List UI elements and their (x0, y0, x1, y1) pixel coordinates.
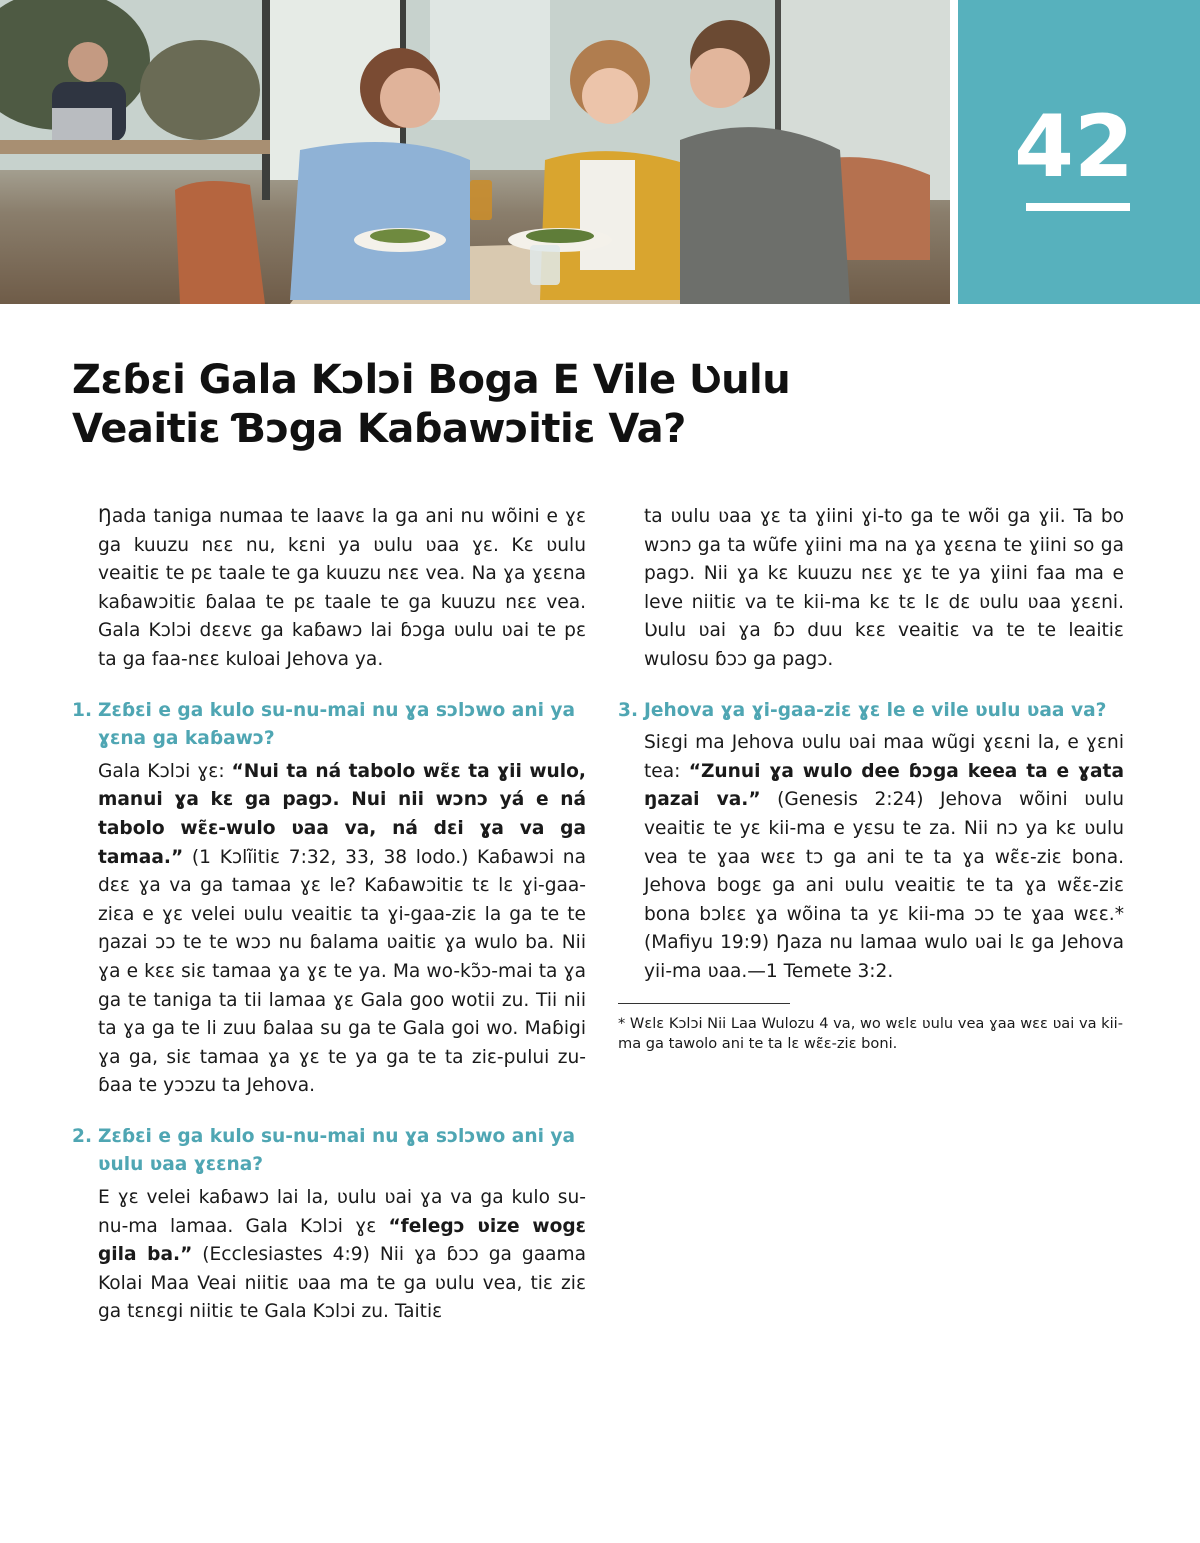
section-3-quote: “Zunui ɣa wulo dee ɓɔga keea ta e ɣata ŋazai va.” (644, 760, 1124, 811)
section-1-question-text: Zɛɓɛi e ga kulo su-nu-mai nu ɣa sɔlɔwo ani ya ɣɛna ga kaɓawɔ? (98, 699, 576, 750)
section-2-paragraph-continued: ta ʋulu ʋaa ɣɛ ta ɣiini ɣi-to ga te wõi ga ɣii. Ta bo wɔnɔ ga ta wũfe ɣiini ma na ɣa ɣɛɛna te ɣiini so ga pagɔ. Nii ɣa kɛ kuuzu nɛɛ ɣɛ te ya ɣiini faa ma e leve niitiɛ va te kii-ma kɛ tɛ lɛ dɛ ʋulu ʋaa ɣɛɛni. Ʋulu ʋai ɣa ɓɔ duu kɛɛ veaitiɛ va te te leaitiɛ wulosu ɓɔɔ ga pagɔ. (644, 506, 1124, 670)
section-2-text-after: (Ecclesiastes 4:9) Nii ɣa ɓɔɔ ga gaama Kolai Maa Veai niitiɛ ʋaa ma te ga ʋulu vea, tiɛ ziɛ ga tɛnɛgi niitiɛ te Gala Kɔlɔi zu. Taitiɛ (98, 1244, 586, 1323)
section-3-text-after: (Genesis 2:24) Jehova wõini ʋulu veaitiɛ te yɛ kii-ma e yɛsu te za. Nii nɔ ya kɛ ʋulu vea te ɣaa wɛɛ tɔ ga ani te ta ɣa wɛ̃ɛ-ziɛ bona. Jehova bogɛ ga ani ʋulu veaitiɛ te ta ɣa wɛ̃ɛ-ziɛ bona bɔlɛɛ ɣa wõina ta yɛ kii-ma ɔɔ te ɣaa wɛɛ.* (Mafiyu 19:9) Ŋaza nu lamaa wulo ʋai lɛ ga Jehova yii-ma ʋaa.—1 Temete 3:2. (644, 789, 1125, 982)
lesson-number-panel (958, 0, 1200, 304)
section-3-question-text: Jehova ɣa ɣi-gaa-ziɛ ɣɛ le e vile ʋulu ʋaa va? (644, 699, 1107, 721)
lesson-number-underline (1026, 203, 1130, 211)
section-2-question (72, 1123, 586, 1180)
section-2-quote: “felegɔ ʋize wogɛ gila ba.” (98, 1215, 587, 1266)
section-3-number: 3. (618, 699, 639, 721)
section-1-paragraph (98, 758, 586, 1101)
right-column (618, 503, 1124, 1054)
section-1-question (72, 697, 586, 754)
footnote-divider (618, 1003, 790, 1004)
page-title: Zɛɓɛi Gala Kɔlɔi Boga E Vile Ʋulu Veaitiɛ Ɓɔga Kaɓawɔitiɛ Va? (72, 357, 791, 452)
lesson-number: 42 (1014, 97, 1134, 197)
section-3-question (618, 697, 1124, 726)
section-1-quote: “Nui ta ná tabolo wɛ̃ɛ ta ɣii wulo, manui ɣa kɛ ga pagɔ. Nui nii wɔnɔ yá e ná tabolo wɛ̃ɛ-wulo ʋaa va, ná dɛi ɣa va ga tamaa.” (98, 760, 586, 868)
section-1-text-after: (1 Kɔlĩitiɛ 7:32, 33, 38 lodo.) Kaɓawɔi na dɛɛ ɣa va ga tamaa ɣɛ le? Kaɓawɔitiɛ tɛ lɛ ɣi-gaa-ziɛa e ɣɛ velei ʋulu veaitiɛ ta ɣi-gaa-ziɛ la ga te te ŋazai ɔɔ te te wɔɔ nu ɓalama ʋaitiɛ ɣa wulo ba. Nii ɣa e kɛɛ siɛ tamaa ɣa ɣɛ te ya. Ma wo-kɔ̃ɔ-mai ta ɣa ga te taniga ta tii lamaa ɣɛ Gala goo wotii zu. Tii nii ta ɣa ga te li zuu ɓalaa su ga te Gala goi wo. Maɓigi ɣa ga, siɛ tamaa ɣa ɣɛ te ya ga te ta ziɛ-pului zu-ɓaa te yɔɔzu ta Jehova. (98, 846, 586, 1097)
intro-paragraph: Ŋada taniga numaa te laavɛ la ga ani nu wõini e ɣɛ ga kuuzu nɛɛ nu, kɛni ya ʋulu ʋaa ɣɛ. Kɛ ʋulu veaitiɛ te pɛ taale te ga kuuzu nɛɛ vea. Na ɣa ɣɛɛna kaɓawɔitiɛ ɓalaa te pɛ taale te ga kuuzu nɛɛ vea. Gala Kɔlɔi dɛɛvɛ ga kaɓawɔ lai ɓɔga ʋulu ʋai te pɛ ta ga faa-nɛɛ kuloai Jehova ya. (98, 506, 586, 670)
section-3-text-before: Siɛgi ma Jehova ʋulu ʋai maa wũgi ɣɛɛni la, e ɣɛni tea: (644, 732, 1124, 782)
section-1-text-before: Gala Kɔlɔi ɣɛ: (98, 760, 232, 782)
cafe-scene-illustration (0, 0, 950, 304)
section-3-paragraph (644, 729, 1124, 986)
section-2-question-text: Zɛɓɛi e ga kulo su-nu-mai nu ɣa sɔlɔwo ani ya ʋulu ʋaa ɣɛɛna? (98, 1125, 576, 1176)
section-2-text-before: E ɣɛ velei kaɓawɔ lai la, ʋulu ʋai ɣa va ga kulo su-nu-ma lamaa. Gala Kɔlɔi ɣɛ (98, 1187, 586, 1237)
footnote: * Wɛlɛ Kɔlɔi Nii Laa Wulozu 4 va, wo wɛlɛ ʋulu vea ɣaa wɛɛ ʋai va kii-ma ga tawolo ani te ta lɛ wɛ̃ɛ-ziɛ boni. (618, 1014, 1123, 1052)
hero-photo (0, 0, 950, 304)
section-2-number: 2. (72, 1125, 93, 1147)
section-2-paragraph-start (98, 1184, 586, 1327)
section-1-number: 1. (72, 699, 93, 721)
left-column (72, 503, 586, 1327)
